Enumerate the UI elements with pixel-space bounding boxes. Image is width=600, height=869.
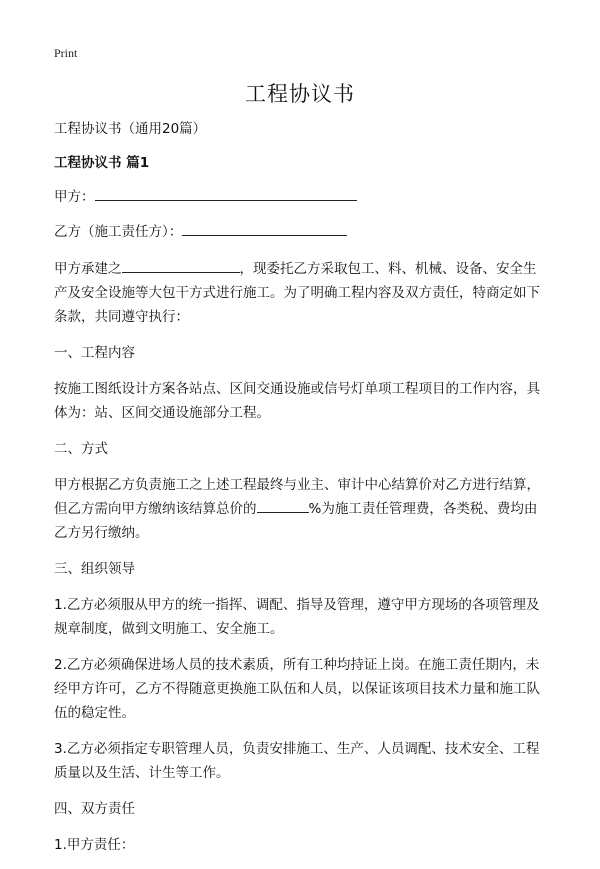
- project-name-blank: [122, 257, 240, 273]
- article-title: 工程协议书 篇1: [54, 155, 150, 171]
- document-body: [54, 117, 548, 869]
- party-b-line: [54, 220, 548, 244]
- organization-item-1: 1.乙方必须服从甲方的统一指挥、调配、指导及管理，遵守甲方现场的各项管理及规章制度，做到文明施工、安全施工。: [54, 597, 540, 637]
- section-heading-organization: 三、组织领导: [54, 561, 135, 577]
- party-b-label: 乙方（施工责任方）：: [54, 224, 183, 240]
- section-heading-responsibilities: 四、双方责任: [54, 801, 135, 817]
- party-a-blank: [95, 185, 357, 201]
- section-text-work-content: 按施工图纸设计方案各站点、区间交通设施或信号灯单项工程项目的工作内容，具体为：站、区间交通设施部分工程。: [54, 381, 540, 421]
- intro-text-end: ，现委托乙方采取包工、料、机械、设备、安全生产及安全设施等大包干方式进行施工。为了明确工程内容及双方责任，特商定如下条款，共同遵守执行：: [54, 261, 540, 325]
- section-text-method: [54, 473, 548, 545]
- section-heading-work-content: 一、工程内容: [54, 345, 135, 361]
- print-link[interactable]: Print: [54, 46, 78, 60]
- party-b-blank: [182, 220, 347, 236]
- organization-item-3: 3.乙方必须指定专职管理人员，负责安排施工、生产、人员调配、技术安全、工程质量以及生活、计生等工作。: [54, 741, 540, 781]
- party-a-label: 甲方：: [54, 189, 95, 205]
- organization-item-2: 2.乙方必须确保进场人员的技术素质，所有工种均持证上岗。在施工责任期内，未经甲方许可，乙方不得随意更换施工队伍和人员，以保证该项目技术力量和施工队伍的稳定性。: [54, 657, 540, 721]
- party-a-line: [54, 185, 548, 209]
- document-title: 工程协议书: [245, 82, 355, 106]
- intro-paragraph: [54, 257, 548, 329]
- method-text-start: 甲方根据乙方负责施工之上述工程最终与业主、审计中心结算价对乙方进行结算，但乙方需向甲方缴纳该结算总价的: [54, 477, 540, 517]
- method-text-end: %为施工责任管理费，各类税、费均由乙方另行缴纳。: [54, 501, 538, 541]
- section-heading-method: 二、方式: [54, 441, 108, 457]
- fee-percent-blank: [257, 497, 309, 513]
- party-a-responsibility-heading: 1.甲方责任：: [54, 837, 135, 853]
- document-subtitle: 工程协议书（通用20篇）: [54, 121, 207, 137]
- intro-text-start: 甲方承建之: [54, 261, 122, 277]
